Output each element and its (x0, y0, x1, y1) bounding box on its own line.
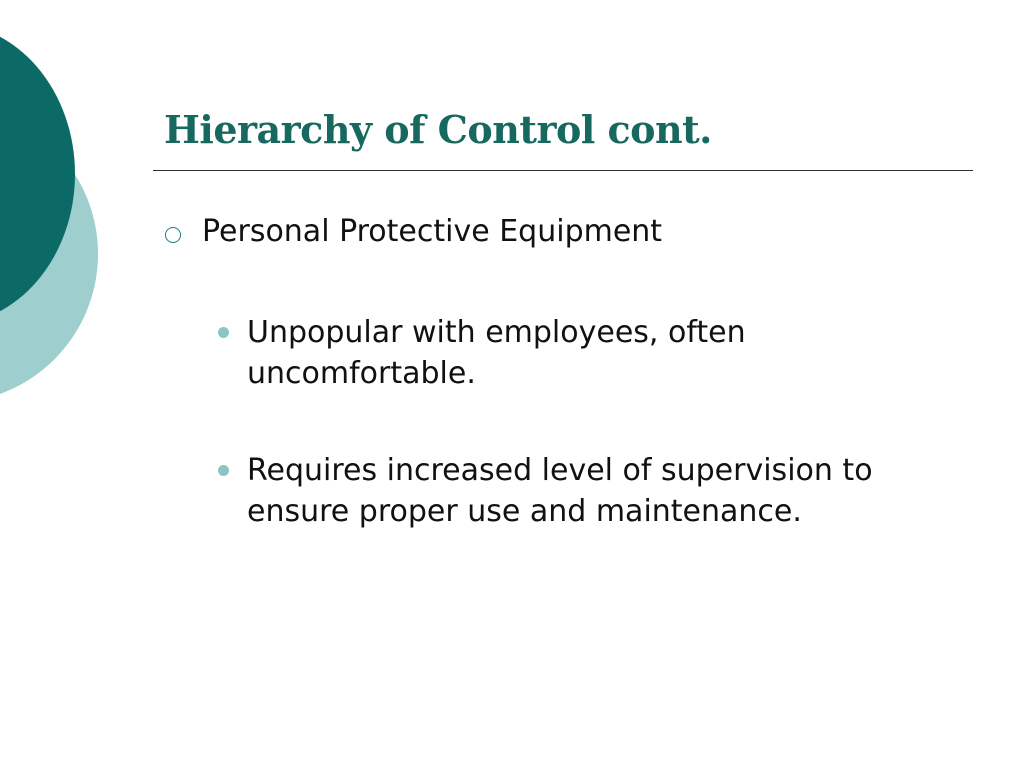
filled-circle-bullet-icon (218, 465, 229, 476)
slide-title: Hierarchy of Control cont. (164, 107, 712, 152)
bullet-text: Personal Protective Equipment (202, 214, 663, 249)
sub-bullet-line: Requires increased level of supervision to (247, 453, 873, 488)
title-divider (153, 170, 973, 171)
filled-circle-bullet-icon (218, 327, 229, 338)
sub-bullet-supervision (218, 450, 978, 532)
sub-bullet-line: uncomfortable. (247, 356, 476, 391)
sub-bullet-unpopular (218, 312, 978, 394)
hollow-circle-bullet-icon (165, 227, 181, 243)
sub-bullet-line: ensure proper use and maintenance. (247, 494, 802, 529)
sub-bullet-line: Unpopular with employees, often (247, 315, 746, 350)
bullet-personal-protective-equipment (165, 212, 662, 252)
sub-bullet-text (247, 312, 746, 394)
sub-bullet-text (247, 450, 873, 532)
